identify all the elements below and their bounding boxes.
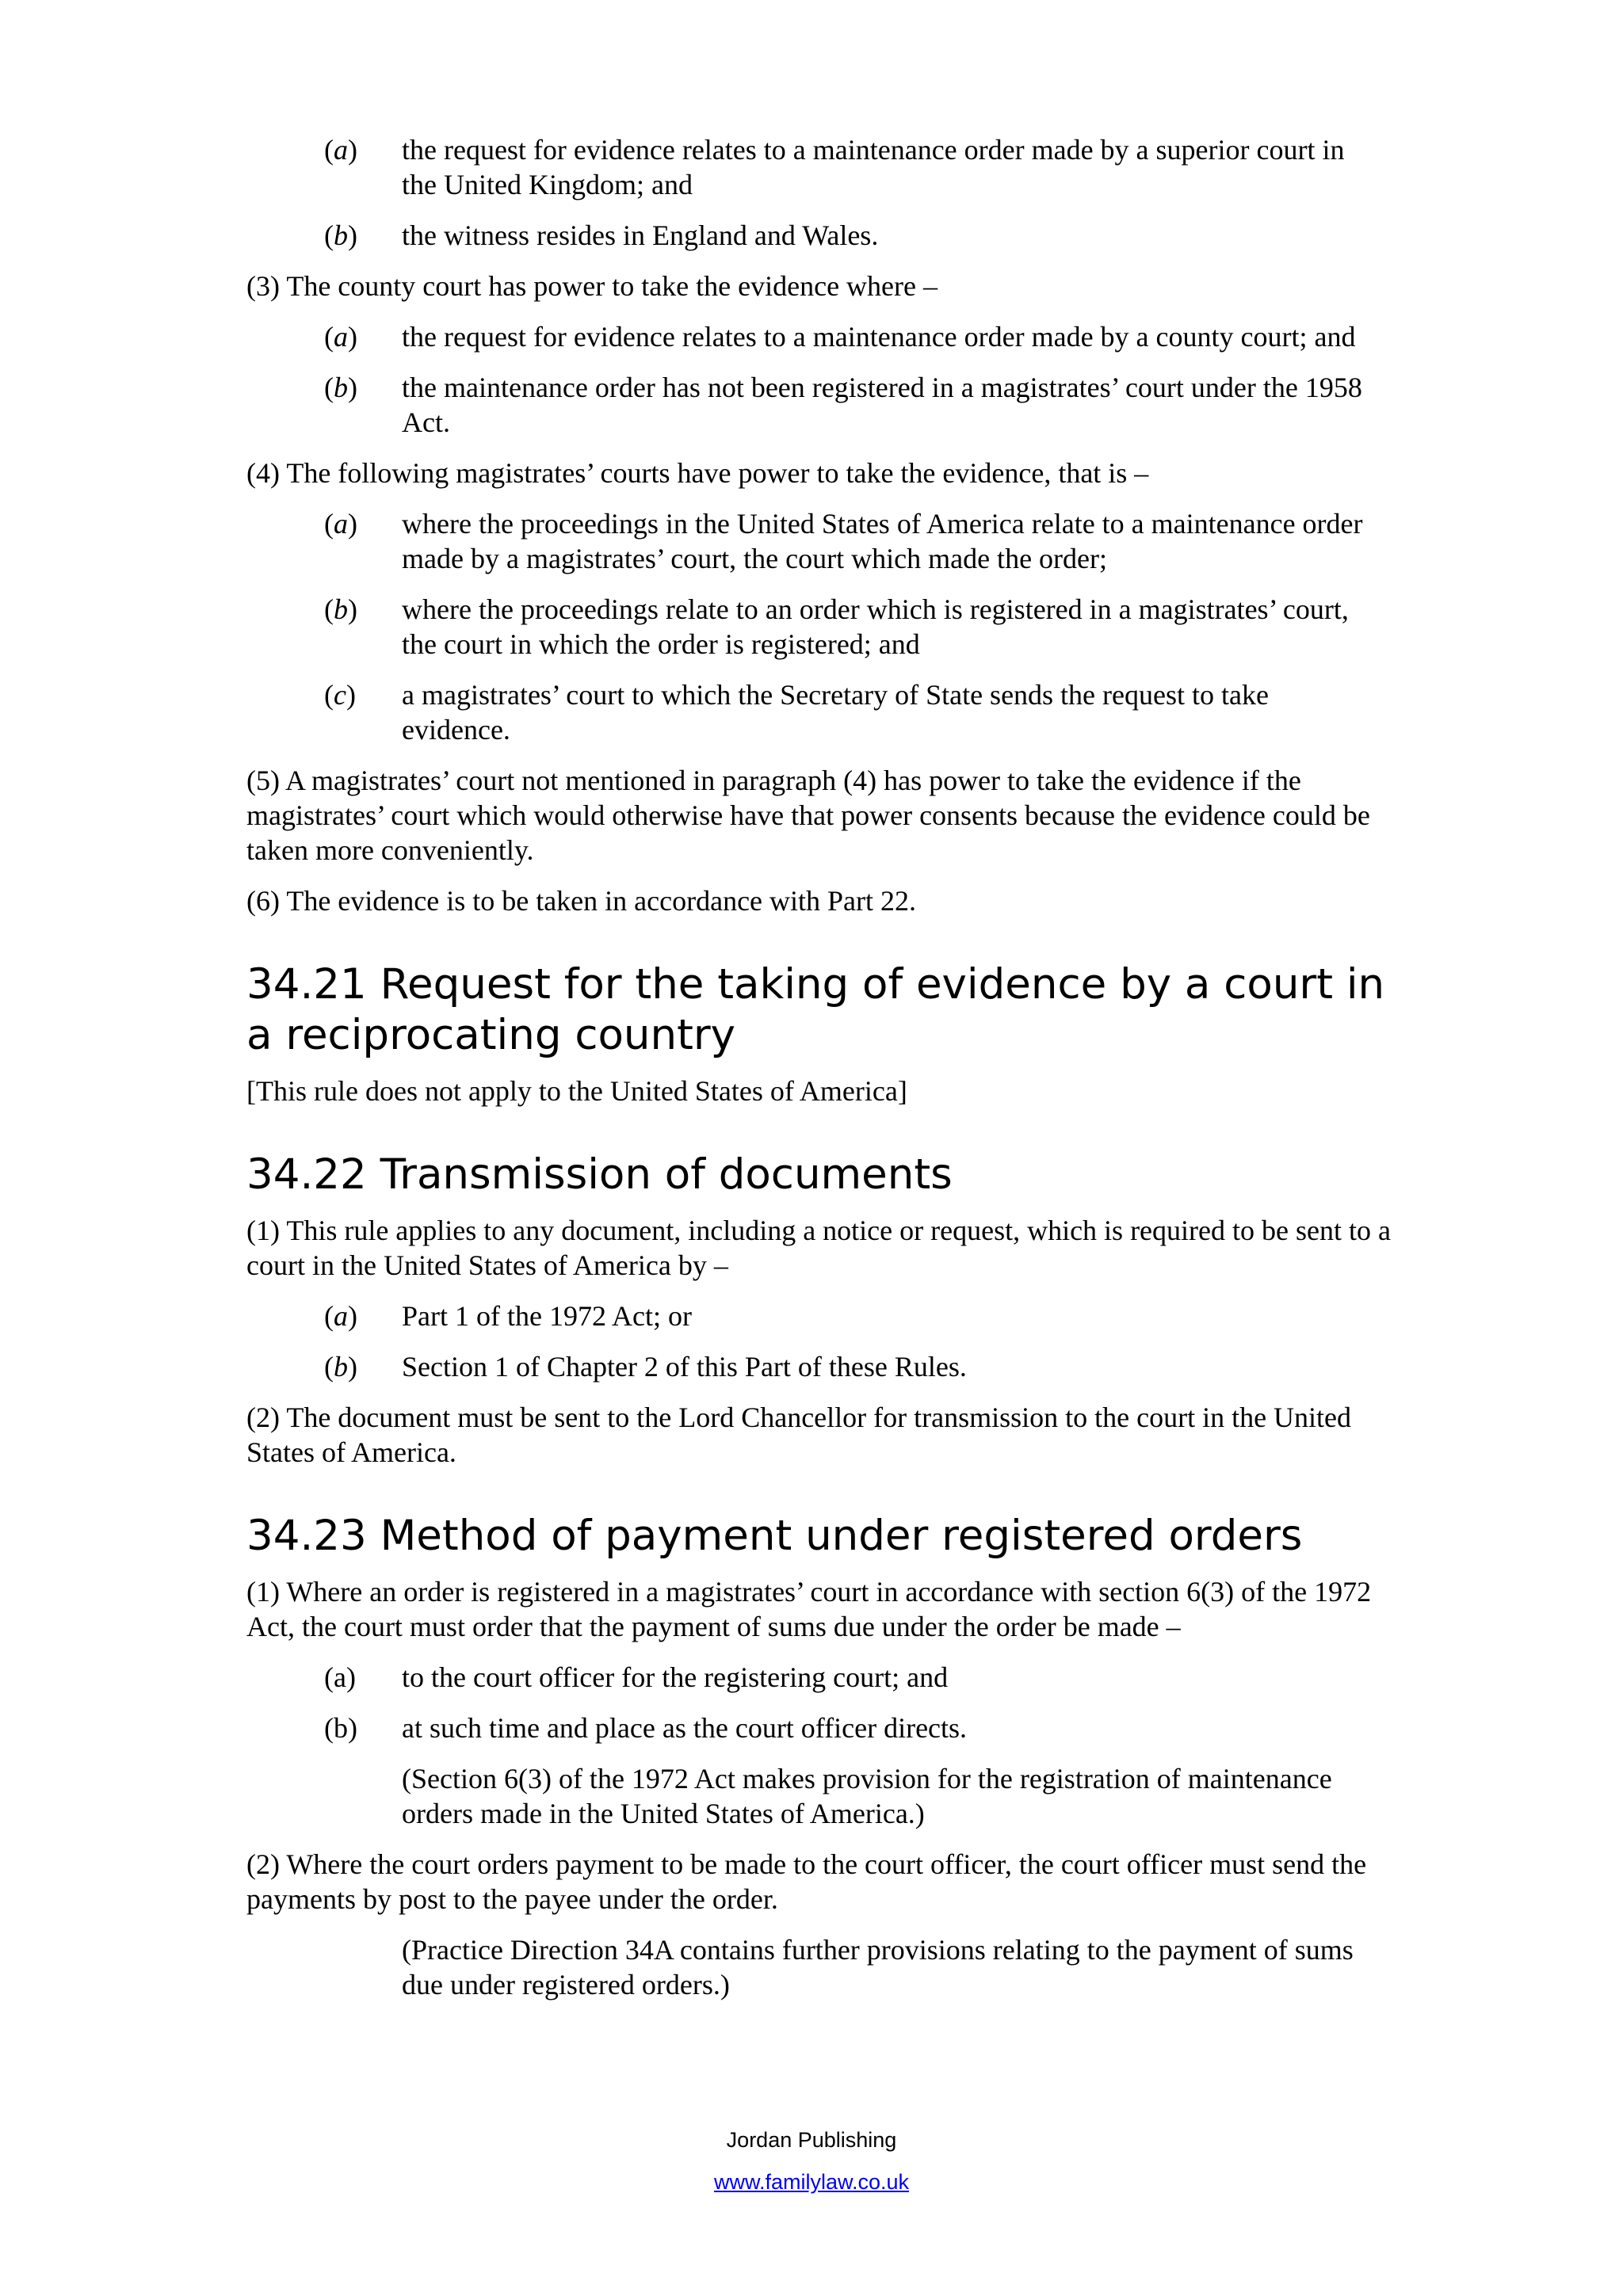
item-label: a [334,134,348,166]
item-text: to the court officer for the registering court; and [402,1661,949,1693]
item-label: a [334,321,348,353]
item-text: the request for evidence relates to a maintenance order made by a superior court in the United Kingdom; and [402,134,1345,200]
item-label: a [334,508,348,540]
item-text: Section 1 of Chapter 2 of this Part of these Rules. [402,1351,967,1383]
rule-34-22-paragraph-2: (2) The document must be sent to the Lord Chancellor for transmission to the court in the United States of America. [246,1402,1352,1468]
editorial-note: (Section 6(3) of the 1972 Act makes provision for the registration of maintenance orders made in the United States of America.) [402,1763,1332,1829]
list-item-a: (a) the request for evidence relates to a maintenance order made by a county court; and [324,319,1396,354]
list-item-b: (b) Section 1 of Chapter 2 of this Part of these Rules. [324,1349,1396,1384]
item-label: b [334,593,348,625]
item-label: b [334,219,348,251]
rule-34-21-heading: 34.21 Request for the taking of evidence by a court in a reciprocating country [246,960,1385,1059]
item-label: (a) [324,1661,356,1693]
paragraph-5: (5) A magistrates’ court not mentioned in paragraph (4) has power to take the evidence if the magistrates’ court which would otherwise have that power consents because the evidence could be taken more conveniently. [246,765,1370,866]
editorial-note: (Practice Direction 34A contains further provisions relating to the payment of sums due under registered orders.) [402,1934,1354,2000]
paragraph-4-intro: (4) The following magistrates’ courts have power to take the evidence, that is – [246,457,1149,489]
item-text: Part 1 of the 1972 Act; or [402,1300,692,1332]
paragraph-3-intro: (3) The county court has power to take the evidence where – [246,270,938,302]
footer-publisher: Jordan Publishing [726,2128,897,2152]
item-text: at such time and place as the court officer directs. [402,1712,968,1744]
item-label: a [334,1300,348,1332]
item-label: c [334,679,346,711]
item-label: b [334,1351,348,1383]
list-item-b: (b) the maintenance order has not been registered in a magistrates’ court under the 1958 Act. [324,370,1396,440]
list-item-c: (c) a magistrates’ court to which the Secretary of State sends the request to take evidence. [324,677,1396,747]
rule-34-23-paragraph-1: (1) Where an order is registered in a magistrates’ court in accordance with section 6(3) of the 1972 Act, the court must order that the payment of sums due under the order be made – [246,1576,1372,1642]
list-item-a: (a) Part 1 of the 1972 Act; or [324,1299,1396,1333]
footer-url-container [0,2168,1623,2195]
list-item-b: (b) the witness resides in England and Wales. [324,218,1396,253]
item-text: the witness resides in England and Wales. [402,219,879,251]
rule-34-23-paragraph-2: (2) Where the court orders payment to be made to the court officer, the court officer must send the payments by post to the payee under the order. [246,1848,1367,1915]
rule-34-21-text: [This rule does not apply to the United States of America] [246,1075,907,1107]
item-text: a magistrates’ court to which the Secretary of State sends the request to take evidence. [402,679,1269,746]
list-item-a [324,1660,1396,1695]
rule-34-22-heading: 34.22 Transmission of documents [246,1150,953,1199]
item-text: the maintenance order has not been registered in a magistrates’ court under the 1958 Act. [402,372,1362,438]
rule-34-22-paragraph-1: (1) This rule applies to any document, including a notice or request, which is required to be sent to a court in the United States of America by – [246,1215,1391,1281]
list-item-b [324,1711,1396,1745]
item-label: b [334,372,348,403]
footer-website-link[interactable]: www.familylaw.co.uk [713,2170,910,2194]
item-text: where the proceedings in the United States of America relate to a maintenance order made by a magistrates’ court, the court which made the order; [402,508,1363,574]
document-body [246,132,1396,2018]
list-item-b: (b) where the proceedings relate to an order which is registered in a magistrates’ court, the court in which the order is registered; and [324,592,1396,662]
item-label: (b) [324,1712,357,1744]
item-text: where the proceedings relate to an order which is registered in a magistrates’ court, the court in which the order is registered; and [402,593,1349,660]
list-item-a: (a) the request for evidence relates to a maintenance order made by a superior court in the United Kingdom; and [324,132,1396,202]
rule-34-23-heading: 34.23 Method of payment under registered orders [246,1512,1303,1560]
paragraph-6: (6) The evidence is to be taken in accordance with Part 22. [246,885,917,917]
item-text: the request for evidence relates to a maintenance order made by a county court; and [402,321,1356,353]
list-item-a: (a) where the proceedings in the United States of America relate to a maintenance order made by a magistrates’ court, the court which made the order; [324,506,1396,576]
